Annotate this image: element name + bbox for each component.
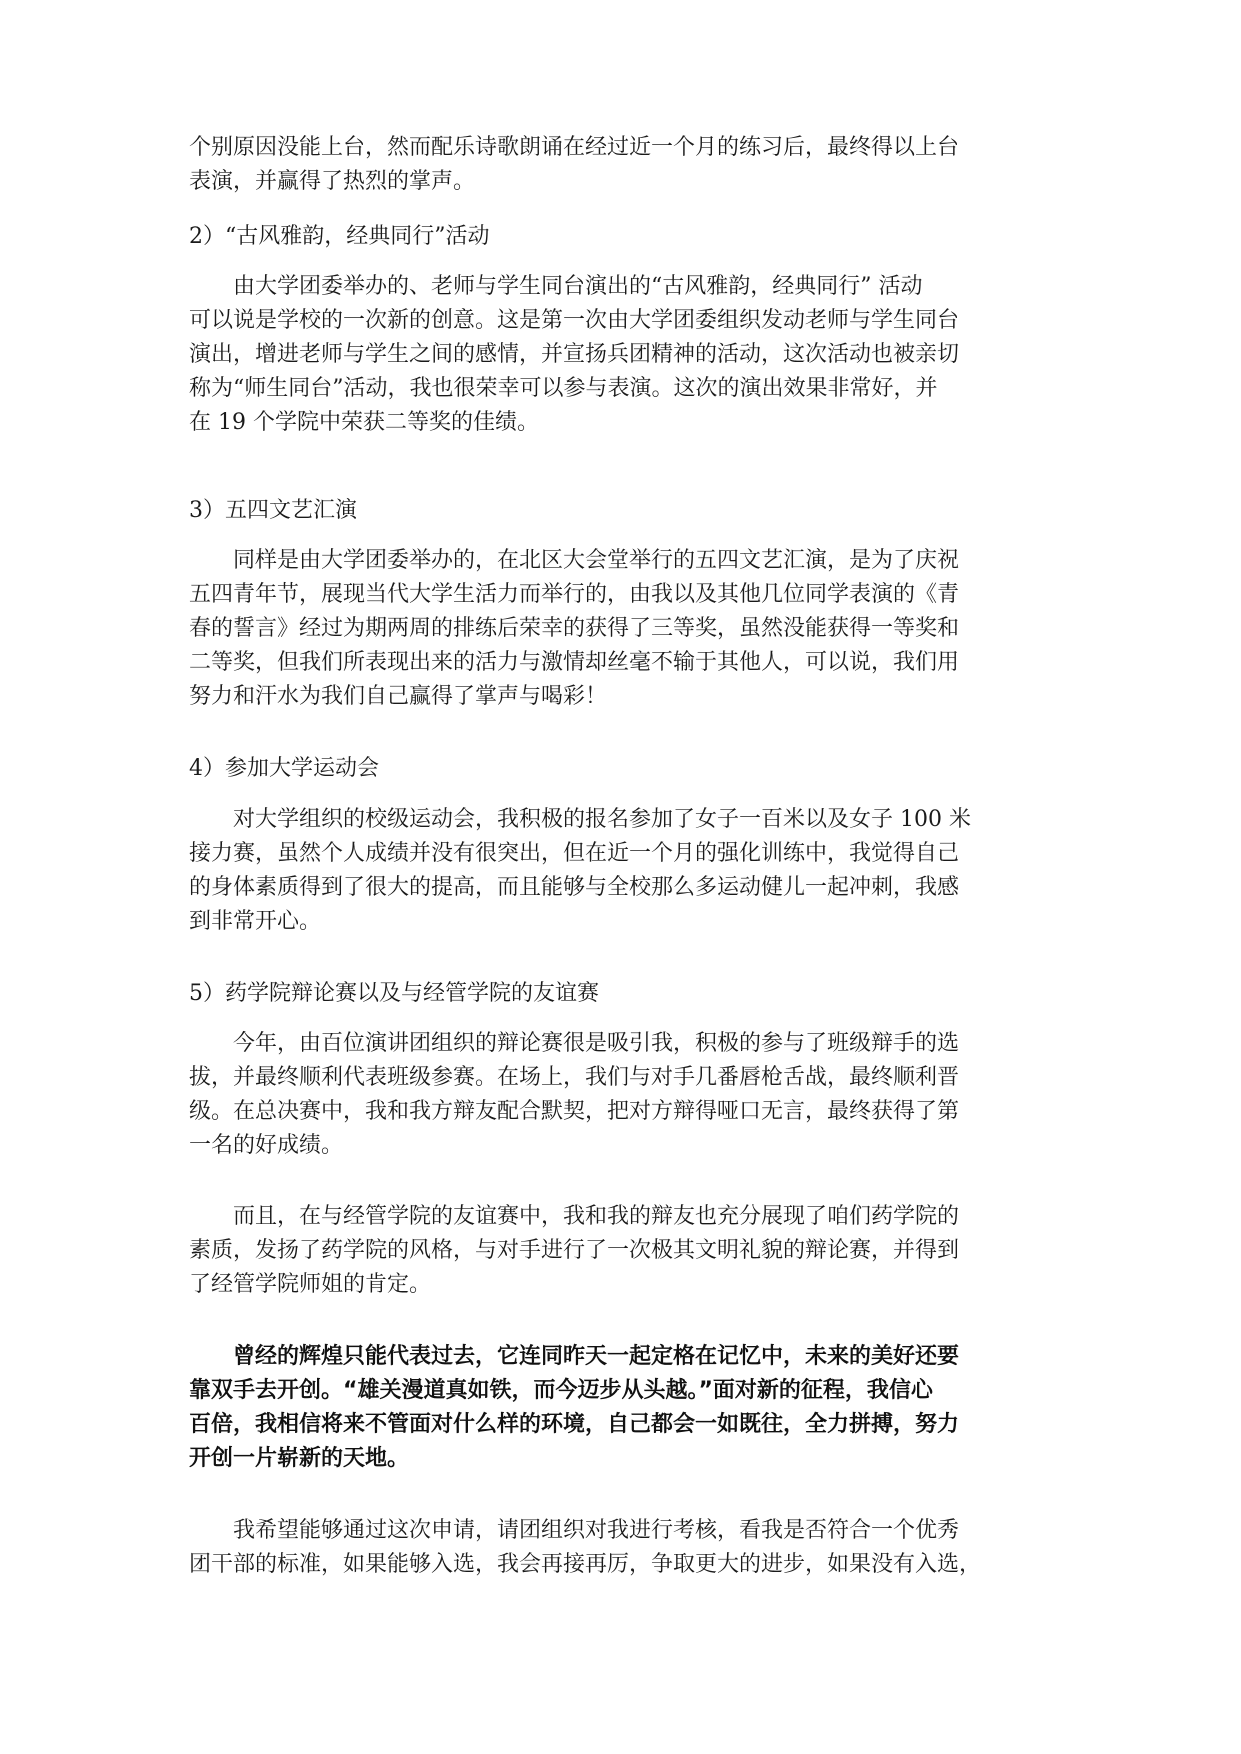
paragraph-classic-event <box>189 270 1053 440</box>
heading-text: 5）药学院辩论赛以及与经管学院的友谊赛 <box>189 981 599 1006</box>
text-line: 拔，并最终顺利代表班级参赛。在场上，我们与对手几番唇枪舌战，最终顺利晋 <box>189 1065 960 1090</box>
paragraph-sports-meet <box>189 803 1053 939</box>
text-line: 可以说是学校的一次新的创意。这是第一次由大学团委组织发动老师与学生同台 <box>189 308 960 333</box>
section-heading-3 <box>189 494 1053 528</box>
text-line: 五四青年节，展现当代大学生活力而举行的，由我以及其他几位同学表演的《青 <box>189 582 960 607</box>
text-line: 级。在总决赛中，我和我方辩友配合默契，把对方辩得哑口无言，最终获得了第 <box>189 1099 960 1124</box>
paragraph-friendly-match <box>189 1200 1053 1302</box>
text-line: 团干部的标准，如果能够入选，我会再接再厉，争取更大的进步，如果没有入选， <box>189 1552 982 1577</box>
text-line: 曾经的辉煌只能代表过去，它连同昨天一起定格在记忆中，未来的美好还要 <box>189 1344 960 1369</box>
text-line: 春的誓言》经过为期两周的排练后荣幸的获得了三等奖，虽然没能获得一等奖和 <box>189 616 960 641</box>
text-line: 对大学组织的校级运动会，我积极的报名参加了女子一百米以及女子 100 米 <box>189 807 971 832</box>
text-line: 接力赛，虽然个人成绩并没有很突出，但在近一个月的强化训练中，我觉得自己 <box>189 841 960 866</box>
paragraph-future-outlook <box>189 1340 1053 1476</box>
paragraph-poetry-recital <box>189 131 1053 199</box>
text-line: 今年，由百位演讲团组织的辩论赛很是吸引我，积极的参与了班级辩手的选 <box>189 1031 960 1056</box>
text-line: 表演，并赢得了热烈的掌声。 <box>189 169 476 194</box>
text-line: 而且，在与经管学院的友谊赛中，我和我的辩友也充分展现了咱们药学院的 <box>189 1204 960 1229</box>
text-line: 同样是由大学团委举办的，在北区大会堂举行的五四文艺汇演，是为了庆祝 <box>189 548 960 573</box>
text-line: 靠双手去开创。“雄关漫道真如铁，而今迈步从头越。”面对新的征程，我信心 <box>189 1378 933 1403</box>
section-heading-5 <box>189 977 1053 1011</box>
heading-text: 4）参加大学运动会 <box>189 756 379 781</box>
text-line: 努力和汗水为我们自己赢得了掌声与喝彩！ <box>189 684 608 709</box>
text-line: 二等奖，但我们所表现出来的活力与激情却丝毫不输于其他人，可以说，我们用 <box>189 650 960 675</box>
text-line: 演出，增进老师与学生之间的感情，并宣扬兵团精神的活动，这次活动也被亲切 <box>189 342 960 367</box>
text-line: 在 19 个学院中荣获二等奖的佳绩。 <box>189 410 539 435</box>
paragraph-may-fourth <box>189 544 1053 714</box>
text-line: 的身体素质得到了很大的提高，而且能够与全校那么多运动健儿一起冲刺，我感 <box>189 875 960 900</box>
text-line: 由大学团委举办的、老师与学生同台演出的“古风雅韵，经典同行” 活动 <box>189 274 923 299</box>
heading-text: 3）五四文艺汇演 <box>189 498 357 523</box>
paragraph-application <box>189 1514 1053 1582</box>
text-line: 称为“师生同台”活动，我也很荣幸可以参与表演。这次的演出效果非常好，并 <box>189 376 938 401</box>
paragraph-debate <box>189 1027 1053 1163</box>
text-line: 素质，发扬了药学院的风格，与对手进行了一次极其文明礼貌的辩论赛，并得到 <box>189 1238 960 1263</box>
text-line: 到非常开心。 <box>189 909 322 934</box>
text-line: 个别原因没能上台，然而配乐诗歌朗诵在经过近一个月的练习后，最终得以上台 <box>189 135 960 160</box>
section-heading-2 <box>189 220 1053 254</box>
section-heading-4 <box>189 752 1053 786</box>
text-line: 我希望能够通过这次申请，请团组织对我进行考核，看我是否符合一个优秀 <box>189 1518 960 1543</box>
text-line: 百倍，我相信将来不管面对什么样的环境，自己都会一如既往，全力拼搏，努力 <box>189 1412 960 1437</box>
text-line: 了经管学院师姐的肯定。 <box>189 1272 432 1297</box>
heading-text: 2）“古风雅韵，经典同行”活动 <box>189 224 490 249</box>
text-line: 开创一片崭新的天地。 <box>189 1446 410 1471</box>
text-line: 一名的好成绩。 <box>189 1133 344 1158</box>
